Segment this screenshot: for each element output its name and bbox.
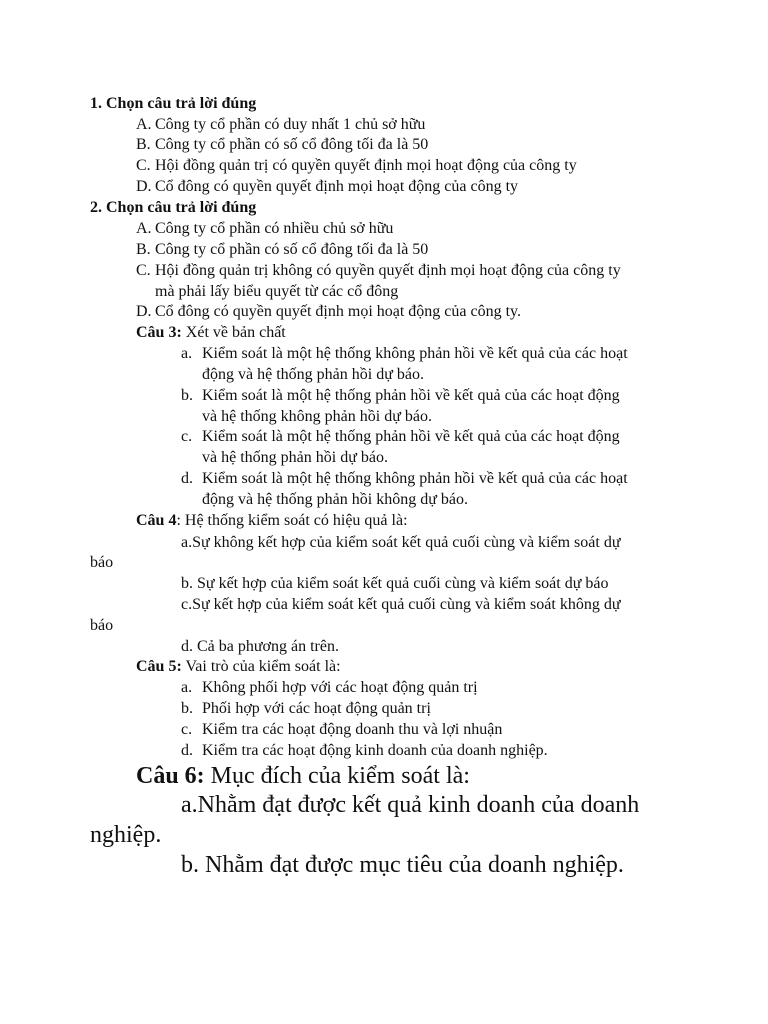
option-letter: C.	[136, 262, 151, 279]
answer-option-a: a.Sự không kết hợp của kiểm soát kết quả cuối cùng và kiểm soát dự	[181, 534, 621, 551]
option-letter: b.	[181, 700, 193, 717]
answer-option	[136, 156, 577, 176]
option-letter: C.	[136, 157, 151, 174]
question-3-heading	[136, 323, 286, 343]
option-text-wrap: báo	[90, 554, 114, 571]
question-number: 1.	[90, 95, 102, 112]
option-text: Kiểm soát là một hệ thống phản hồi về kết quả của các hoạt động	[202, 387, 620, 404]
question-4-heading	[136, 511, 408, 531]
answer-option-a: a.Nhằm đạt được kết quả kinh doanh của doanh	[181, 792, 640, 818]
question-label: Câu 3:	[136, 324, 182, 341]
option-letter: B.	[136, 136, 151, 153]
option-text-wrap: mà phải lấy biểu quyết từ các cổ đông	[155, 283, 399, 300]
option-text: Hội đồng quản trị có quyền quyết định mọi hoạt động của công ty	[155, 157, 577, 174]
answer-option-b: b. Sự kết hợp của kiểm soát kết quả cuối cùng và kiểm soát dự báo	[181, 575, 609, 592]
answer-option-b: b. Nhằm đạt được mục tiêu của doanh nghiệp.	[181, 852, 624, 878]
option-text: Kiểm soát là một hệ thống phản hồi về kết quả của các hoạt động	[202, 428, 620, 445]
question-title: Vai trò của kiểm soát là:	[181, 658, 341, 675]
question-label: Câu 6:	[136, 763, 205, 789]
answer-option	[136, 240, 428, 260]
option-text: Công ty cổ phần có số cổ đông tối đa là 50	[155, 241, 429, 258]
option-letter: c.	[181, 721, 193, 738]
option-letter: D.	[136, 178, 152, 195]
option-text: Cổ đông có quyền quyết định mọi hoạt động của công ty	[155, 178, 519, 195]
question-5-heading	[136, 657, 341, 677]
option-letter: B.	[136, 241, 151, 258]
option-text-wrap: báo	[90, 617, 114, 634]
option-text-wrap: và hệ thống không phản hồi dự báo.	[202, 408, 432, 425]
question-title: : Hệ thống kiểm soát có hiệu quả là:	[176, 512, 408, 529]
option-text: Hội đồng quản trị không có quyền quyết định mọi hoạt động của công ty	[155, 262, 621, 279]
option-letter: d.	[181, 470, 193, 487]
option-text: Công ty cổ phần có nhiều chủ sở hữu	[155, 220, 394, 237]
question-6-heading	[136, 761, 470, 791]
question-title: Xét về bản chất	[181, 324, 286, 341]
option-letter: A.	[136, 220, 152, 237]
option-letter: d.	[181, 742, 193, 759]
option-letter: D.	[136, 303, 152, 320]
option-letter: a.	[181, 679, 193, 696]
answer-option	[136, 219, 393, 239]
option-text: Công ty cổ phần có số cổ đông tối đa là 50	[155, 136, 429, 153]
option-text: Cổ đông có quyền quyết định mọi hoạt động của công ty.	[155, 303, 522, 320]
answer-option-c: c.Sự kết hợp của kiểm soát kết quả cuối cùng và kiểm soát không dự	[181, 596, 621, 613]
answer-option	[181, 678, 478, 698]
option-text: Kiểm tra các hoạt động doanh thu và lợi nhuận	[202, 721, 503, 738]
option-text-wrap: và hệ thống phản hồi dự báo.	[202, 449, 388, 466]
question-label: Câu 4	[136, 512, 177, 529]
option-letter: c.	[181, 428, 193, 445]
answer-option	[181, 720, 502, 740]
answer-option	[181, 344, 628, 364]
answer-option	[136, 115, 425, 135]
option-letter: A.	[136, 116, 152, 133]
answer-option-d: d. Cả ba phương án trên.	[181, 638, 339, 655]
question-title: Chọn câu trả lời đúng	[106, 199, 257, 216]
answer-option	[181, 699, 431, 719]
option-text-wrap: nghiệp.	[90, 822, 162, 848]
option-text-wrap: động và hệ thống phản hồi không dự báo.	[202, 491, 468, 508]
question-title: Mục đích của kiểm soát là:	[204, 763, 470, 789]
answer-option	[181, 741, 548, 761]
answer-option	[181, 427, 620, 447]
option-text: Kiểm tra các hoạt động kinh doanh của doanh nghiệp.	[202, 742, 548, 759]
question-2-heading	[90, 198, 256, 218]
question-1-heading	[90, 94, 256, 114]
option-text: Kiểm soát là một hệ thống không phản hồi về kết quả của các hoạt	[202, 345, 628, 362]
option-letter: b.	[181, 387, 193, 404]
option-text: Công ty cổ phần có duy nhất 1 chủ sở hữu	[155, 116, 426, 133]
question-number: 2.	[90, 199, 102, 216]
question-label: Câu 5:	[136, 658, 182, 675]
option-text: Không phối hợp với các hoạt động quản trị	[202, 679, 478, 696]
option-text: Kiểm soát là một hệ thống không phản hồi về kết quả của các hoạt	[202, 470, 628, 487]
answer-option	[181, 469, 628, 489]
option-text-wrap: động và hệ thống phản hồi dự báo.	[202, 366, 424, 383]
answer-option	[136, 135, 428, 155]
option-letter: a.	[181, 345, 193, 362]
answer-option	[136, 261, 621, 281]
answer-option	[136, 177, 518, 197]
answer-option	[136, 302, 521, 322]
question-title: Chọn câu trả lời đúng	[106, 95, 257, 112]
option-text: Phối hợp với các hoạt động quản trị	[202, 700, 431, 717]
answer-option	[181, 386, 620, 406]
